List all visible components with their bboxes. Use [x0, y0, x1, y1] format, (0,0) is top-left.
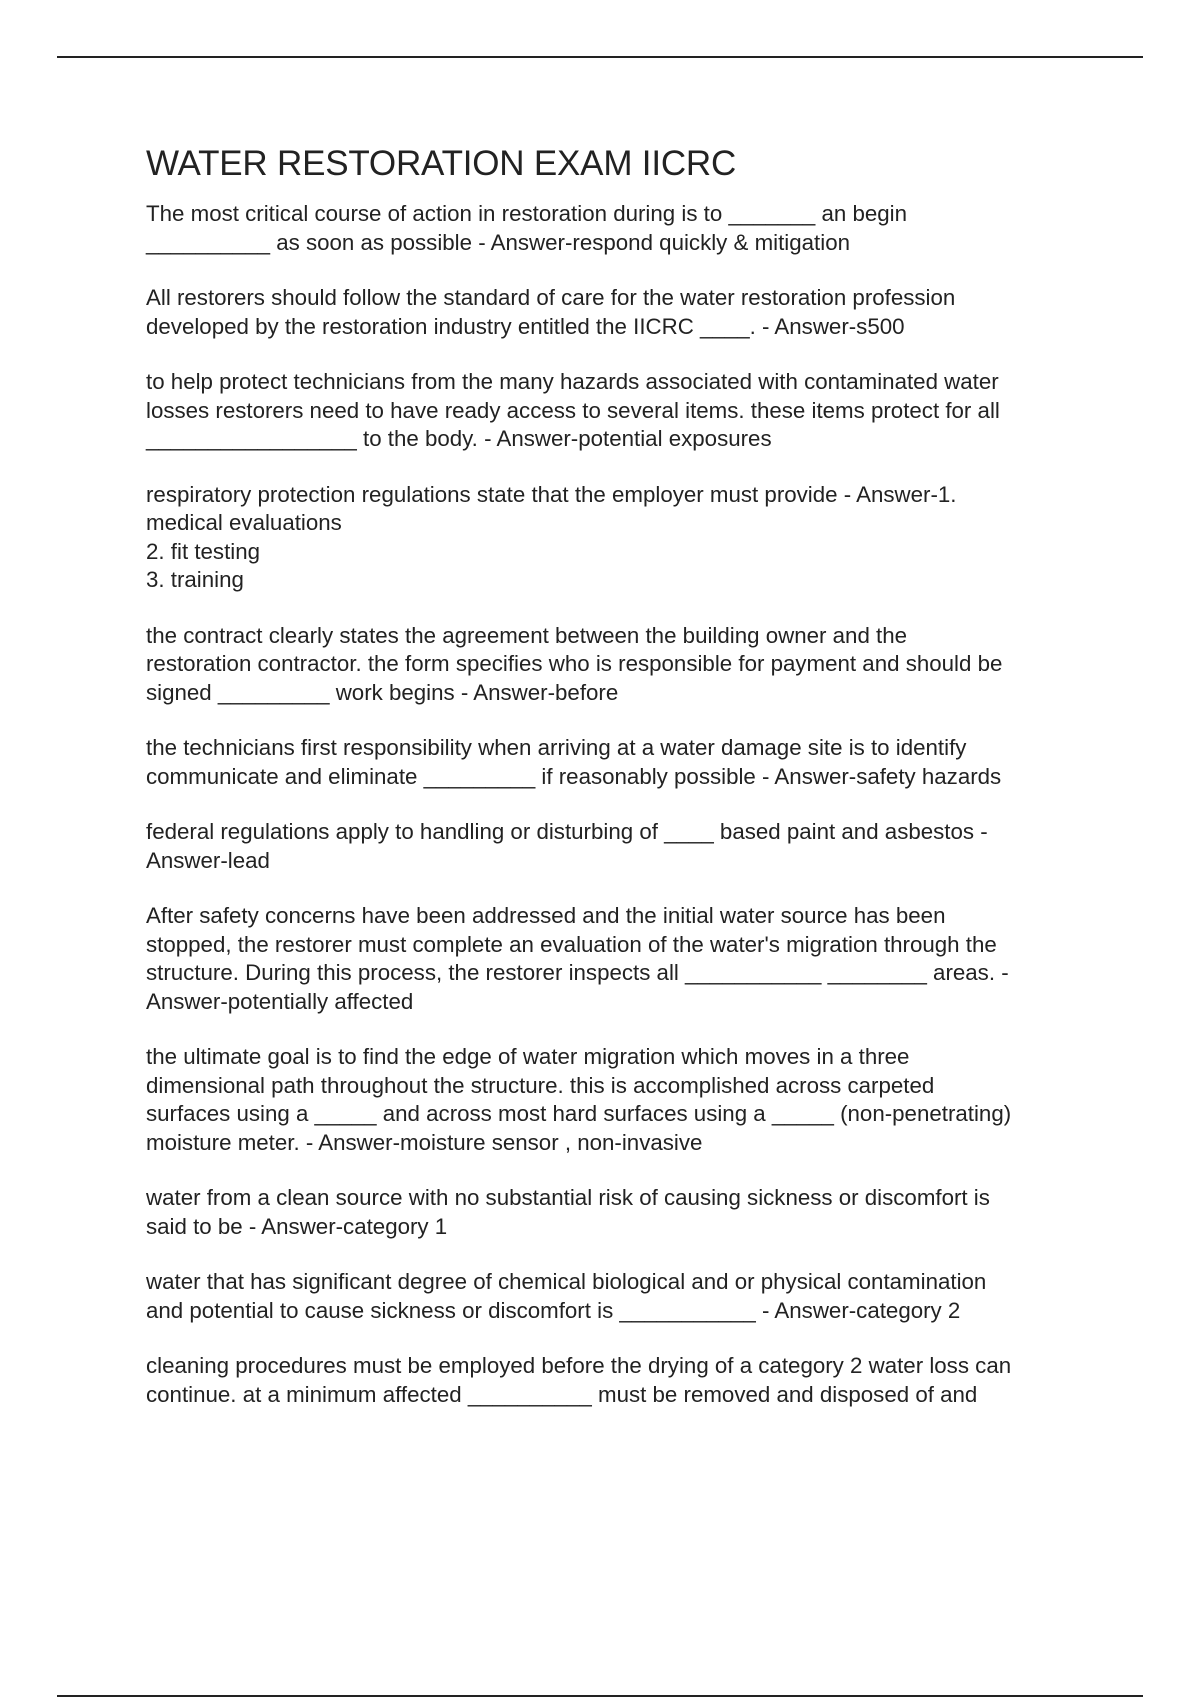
- question-answer-11: water that has significant degree of chemical biological and or physical contamination and potential to cause sickness or discomfort is ___________ - Answer-category 2: [146, 1269, 987, 1323]
- bottom-divider: [57, 1695, 1143, 1697]
- question-answer-2: All restorers should follow the standard of care for the water restoration profession developed by the restoration industry entitled the IICRC ____. - Answer-s500: [146, 285, 956, 339]
- question-answer-5: the contract clearly states the agreement between the building owner and the restoration contractor. the form specifies who is responsible for payment and should be signed _________ work begins - Answer-before: [146, 622, 1003, 705]
- question-answer-10: water from a clean source with no substantial risk of causing sickness or discomfort is said to be - Answer-category 1: [146, 1185, 990, 1239]
- question-answer-6: the technicians first responsibility when arriving at a water damage site is to identify communicate and eliminate _________ if reasonably possible - Answer-safety hazards: [146, 735, 1002, 789]
- top-divider: [57, 56, 1143, 58]
- question-answer-12: cleaning procedures must be employed before the drying of a category 2 water loss can continue. at a minimum affected __________ must be removed and disposed of and: [146, 1353, 1012, 1407]
- question-answer-4: respiratory protection regulations state that the employer must provide - Answer-1. medical evaluations 2. fit testing 3. training: [146, 481, 957, 592]
- document-body: [146, 142, 1096, 1436]
- question-answer-3: to help protect technicians from the many hazards associated with contaminated water losses restorers need to have ready access to several items. these items protect for all _________________ to the body. - Answer-potential exposures: [146, 369, 1000, 451]
- question-answer-7: federal regulations apply to handling or disturbing of ____ based paint and asbestos - Answer-lead: [146, 819, 988, 873]
- question-answer-9: the ultimate goal is to find the edge of water migration which moves in a three dimensional path throughout the structure. this is accomplished across carpeted surfaces using a _____ and across most hard surfaces using a _____ (non-penetrating) moisture meter. - Answer-moisture sensor , non-invasive: [146, 1044, 1012, 1155]
- page-title: WATER RESTORATION EXAM IICRC: [146, 144, 737, 183]
- question-answer-1: The most critical course of action in restoration during is to _______ an begin __________ as soon as possible - Answer-respond quickly & mitigation: [146, 201, 908, 255]
- question-answer-8: After safety concerns have been addressed and the initial water source has been stopped, the restorer must complete an evaluation of the water's migration through the structure. During this process, the restorer inspects all ___________ ________ areas. - Answer-potentially affected: [146, 903, 1009, 1014]
